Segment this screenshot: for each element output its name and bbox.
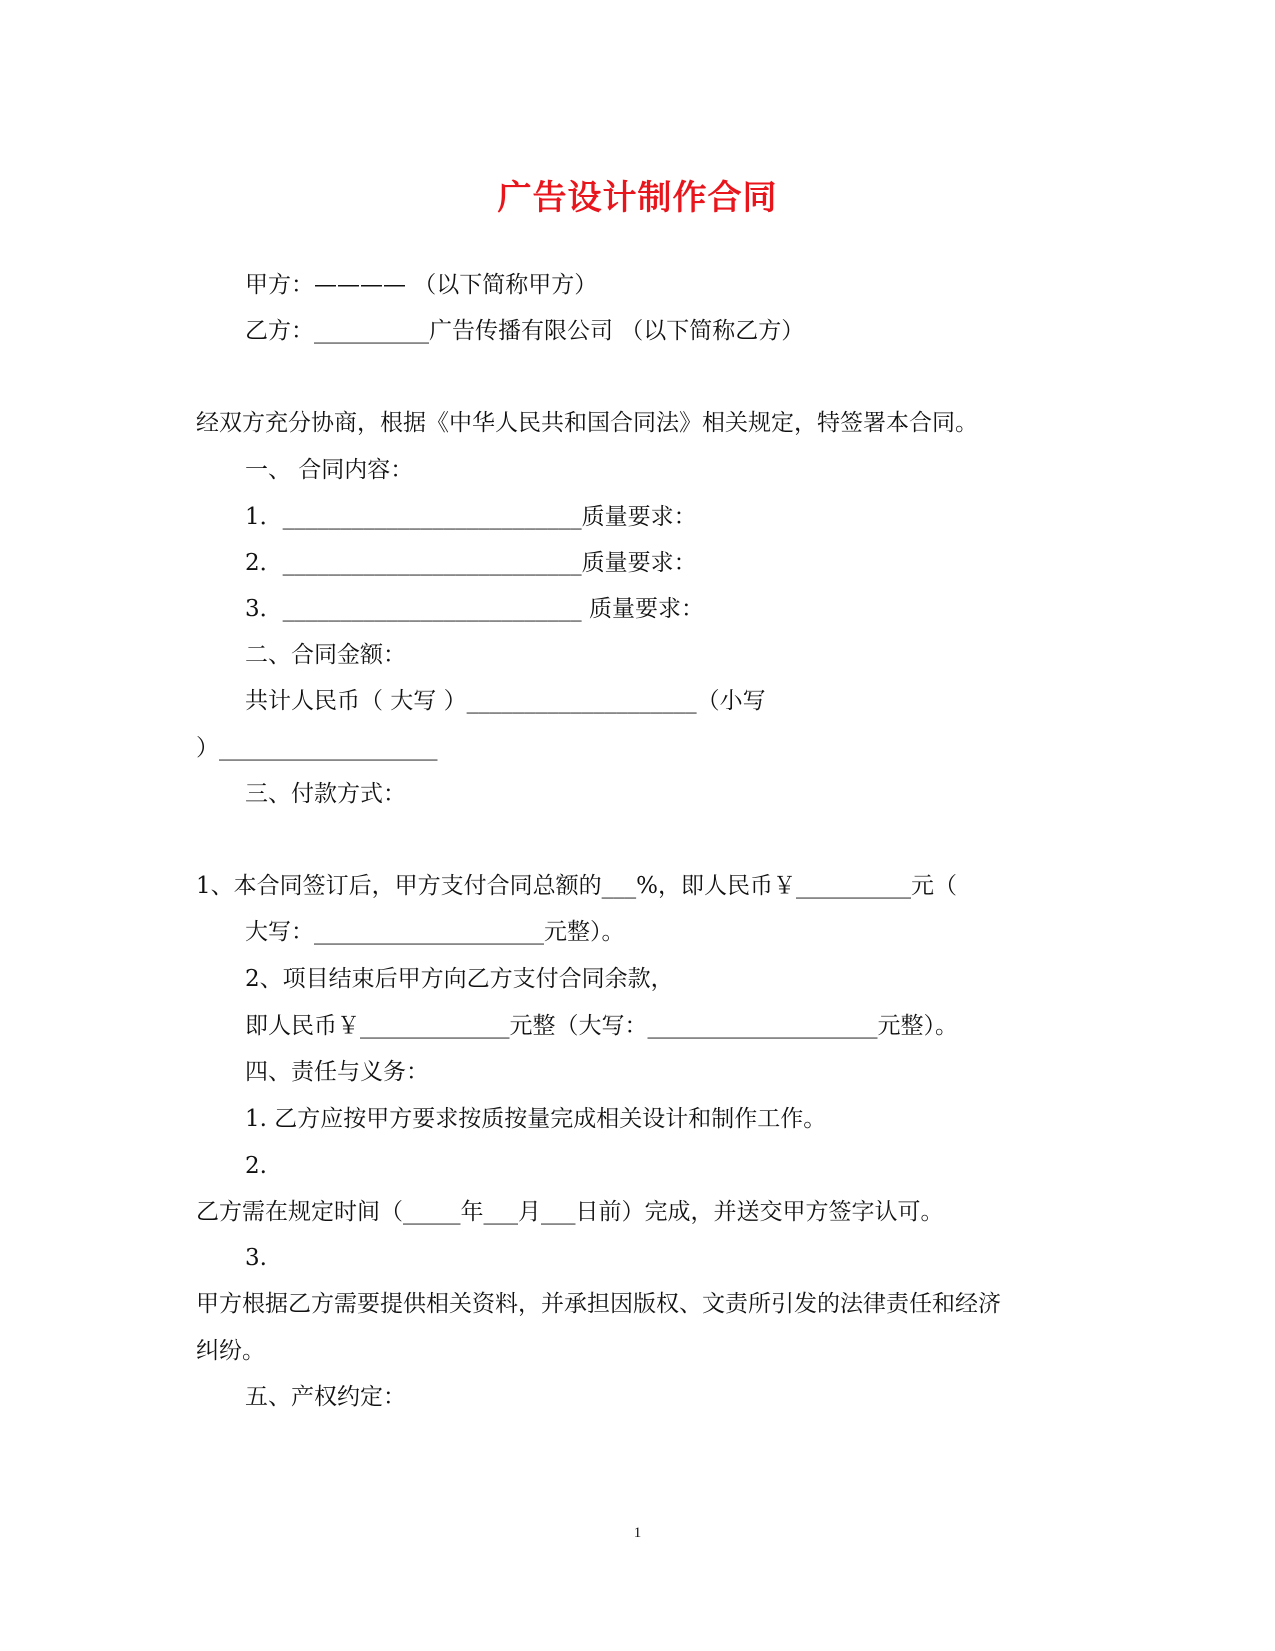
duty-item-2-text: 乙方需在规定时间（_____年___月___日前）完成，并送交甲方签字认可。 [196,1199,944,1225]
duty-item-1: 1. 乙方应按甲方要求按质按量完成相关设计和制作工作。 [245,1106,827,1132]
party-b-line: 乙方：__________广告传播有限公司 （以下简称乙方） [245,318,805,344]
document-title: 广告设计制作合同 [497,178,778,218]
duty-item-3-line-2: 纠纷。 [196,1338,265,1364]
amount-line-2: ）___________________ [196,735,438,761]
section-4-heading: 四、责任与义务： [245,1059,429,1085]
preamble: 经双方充分协商，根据《中华人民共和国合同法》相关规定，特签署本合同。 [196,410,978,436]
payment-item-1-line-2: 大写：____________________元整）。 [245,919,625,945]
duty-item-2-number: 2. [245,1153,267,1179]
content-item-1: 1．__________________________质量要求： [245,504,697,530]
content-item-3: 3．__________________________ 质量要求： [245,596,704,622]
payment-item-1-line-1: 1、本合同签订后，甲方支付合同总额的___%，即人民币￥__________元（ [196,873,957,899]
section-3-heading: 三、付款方式： [245,781,406,807]
payment-item-2-line-1: 2、项目结束后甲方向乙方支付合同余款， [245,966,674,992]
section-2-heading: 二、合同金额： [245,642,406,668]
payment-item-2-line-2: 即人民币￥_____________元整（大写：____________________元整）。 [245,1013,958,1039]
amount-line-1: 共计人民币（ 大写 ）____________________（小写 [245,688,766,714]
section-1-heading: 一、 合同内容： [245,457,414,483]
page-number: 1 [633,1525,642,1541]
section-5-heading: 五、产权约定： [245,1384,406,1410]
content-item-2: 2．__________________________质量要求： [245,550,697,576]
duty-item-3-line-1: 甲方根据乙方需要提供相关资料，并承担因版权、文责所引发的法律责任和经济 [196,1291,1001,1317]
duty-item-3-number: 3. [245,1245,267,1271]
party-a-line: 甲方：———— （以下简称甲方） [245,272,598,298]
